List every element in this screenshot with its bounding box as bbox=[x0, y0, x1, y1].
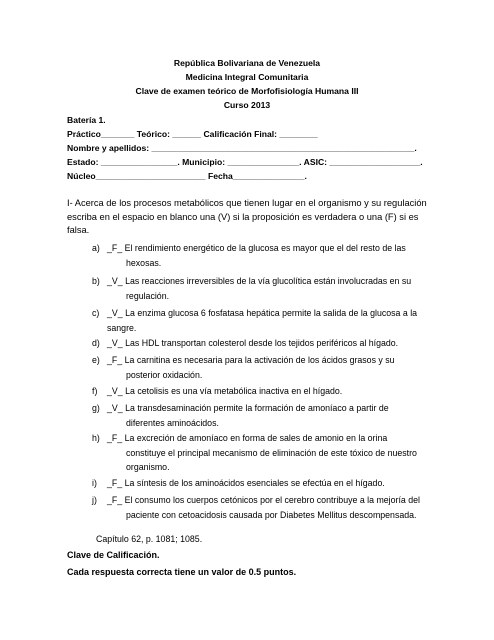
form-nucleo-line: Núcleo_______________________ Fecha_______________. bbox=[67, 171, 307, 181]
item-label: h) bbox=[92, 433, 100, 443]
intro-line-1: I- Acerca de los procesos metabólicos que tienen lugar en el organismo y su regulación bbox=[67, 198, 427, 208]
question-item-f bbox=[92, 384, 428, 399]
question-item-d bbox=[92, 336, 428, 351]
answer-mark: _V_ bbox=[107, 276, 123, 286]
header-program: Medicina Integral Comunitaria bbox=[185, 72, 309, 82]
item-text-cont: posterior oxidación. bbox=[126, 369, 203, 380]
item-text: El consumo los cuerpos cetónicos por el cerebro contribuye a la mejoría del bbox=[124, 495, 420, 505]
intro-line-3: falsa. bbox=[67, 225, 90, 235]
question-item-j bbox=[92, 493, 428, 522]
question-item-b bbox=[92, 274, 428, 303]
item-label: g) bbox=[92, 403, 100, 413]
item-label: f) bbox=[92, 386, 98, 396]
item-text-cont: hexosas. bbox=[126, 257, 162, 268]
item-text-cont: organismo. bbox=[126, 462, 170, 472]
form-estado-line: Estado: ________________. Municipio: _______________. ASIC: ___________________. bbox=[67, 157, 423, 167]
item-text: Las reacciones irreversibles de la vía glucolítica están involucradas en su bbox=[125, 276, 412, 286]
header-exam-title: Clave de examen teórico de Morfofisiología Humana III bbox=[135, 86, 359, 96]
answer-mark: _V_ bbox=[107, 308, 123, 318]
answer-mark: _F_ bbox=[107, 495, 123, 505]
item-label: e) bbox=[92, 355, 100, 365]
question-item-i bbox=[92, 476, 428, 491]
item-text: La carnitina es necesaria para la activación de los ácidos grasos y su bbox=[124, 355, 395, 365]
answer-mark: _V_ bbox=[107, 338, 123, 348]
item-text: La síntesis de los aminoácidos esenciales se efectúa en el hígado. bbox=[124, 478, 385, 488]
question-item-c bbox=[92, 306, 428, 335]
question-item-h bbox=[92, 431, 428, 475]
answer-mark: _F_ bbox=[107, 243, 123, 253]
form-bateria: Batería 1. bbox=[67, 115, 106, 125]
question-item-a bbox=[92, 241, 428, 270]
item-text: La excreción de amoníaco en forma de sales de amonio en la orina bbox=[124, 433, 388, 443]
item-label: c) bbox=[92, 308, 100, 318]
question-item-e bbox=[92, 353, 428, 382]
item-text-cont: paciente con cetoacidosis causada por Diabetes Mellitus descompensada. bbox=[126, 509, 417, 520]
item-label: d) bbox=[92, 338, 100, 348]
item-text: La cetolisis es una vía metabólica inactiva en el hígado. bbox=[125, 386, 343, 396]
section-intro bbox=[67, 197, 427, 238]
header-country: República Bolivariana de Venezuela bbox=[173, 58, 321, 68]
answer-mark: _F_ bbox=[107, 355, 123, 365]
answer-mark: _F_ bbox=[107, 433, 123, 443]
item-label: i) bbox=[92, 478, 97, 488]
intro-line-2: escriba en el espacio en blanco una (V) si la proposición es verdadera o una (F) si es bbox=[67, 211, 419, 222]
footer-title: Clave de Calificación. bbox=[67, 550, 160, 560]
answer-mark: _V_ bbox=[107, 403, 123, 413]
item-text-cont: diferentes aminoácidos. bbox=[126, 417, 219, 428]
item-text: Las HDL transportan colesterol desde los tejidos periféricos al hígado. bbox=[125, 338, 399, 348]
item-label: b) bbox=[92, 276, 100, 286]
item-text-cont: regulación. bbox=[126, 290, 170, 301]
answer-mark: _V_ bbox=[107, 386, 123, 396]
item-text: La enzima glucosa 6 fosfatasa hepática permite la salida de la glucosa a la bbox=[125, 308, 418, 318]
question-item-g bbox=[92, 401, 428, 430]
answer-mark: _F_ bbox=[107, 478, 123, 488]
item-text-cont: constituye el principal mecanismo de eliminación de este tóxico de nuestro bbox=[126, 447, 417, 458]
item-text: El rendimiento energético de la glucosa es mayor que el del resto de las bbox=[124, 243, 406, 253]
item-text-cont: sangre. bbox=[107, 322, 137, 333]
header-course: Curso 2013 bbox=[223, 100, 271, 110]
item-label: j) bbox=[92, 495, 97, 505]
item-label: a) bbox=[92, 243, 100, 253]
form-practico-line: Práctico_______ Teórico: ______ Calificación Final: ________ bbox=[67, 129, 318, 139]
citation: Capítulo 62, p. 1081; 1085. bbox=[96, 534, 203, 544]
item-text: La transdesaminación permite la formación de amoníaco a partir de bbox=[125, 403, 389, 413]
footer-note: Cada respuesta correcta tiene un valor de 0.5 puntos. bbox=[67, 567, 297, 577]
form-nombre-line: Nombre y apellidos: _______________________________________________________. bbox=[67, 143, 417, 153]
